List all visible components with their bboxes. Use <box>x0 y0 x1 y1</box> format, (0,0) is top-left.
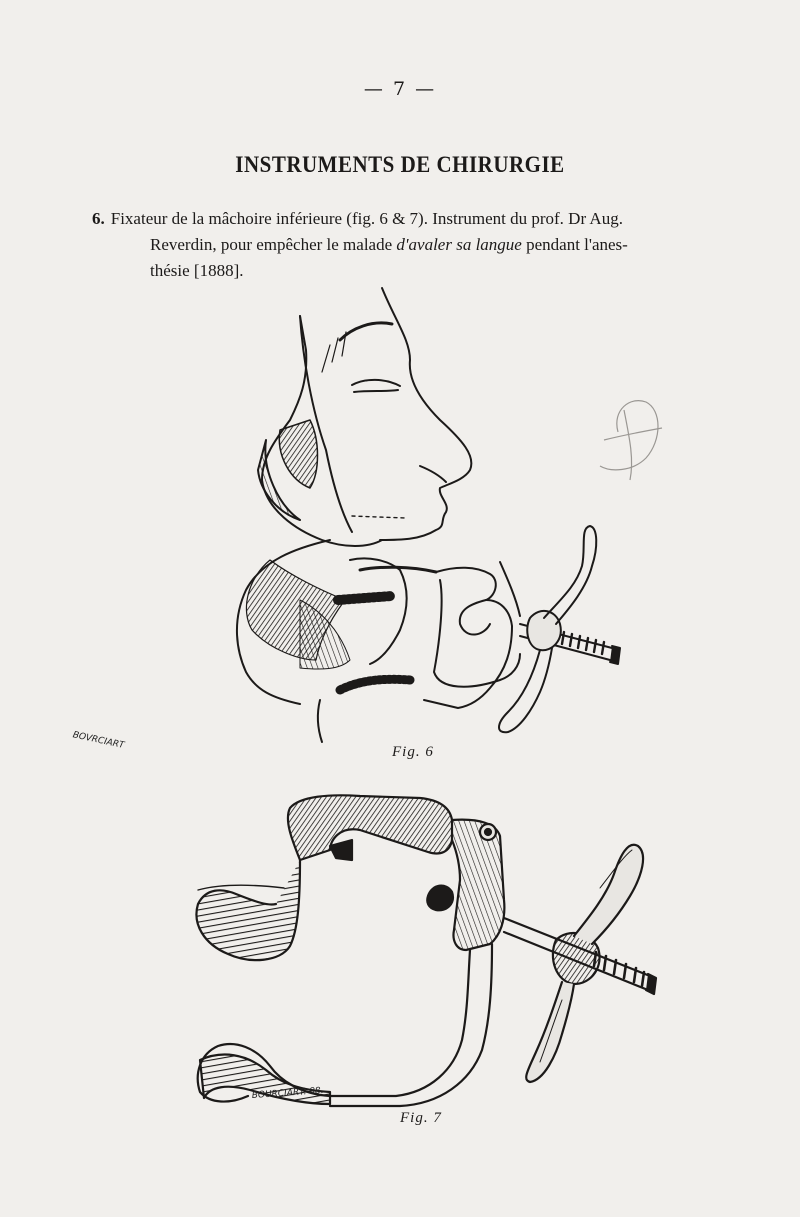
fig6-signature: BOVRCIART <box>71 730 126 751</box>
page-number: — 7 — <box>363 78 437 100</box>
section-title: INSTRUMENTS DE CHIRURGIE <box>235 150 565 178</box>
entry-text-2-italic: d'avaler sa langue <box>396 235 522 254</box>
entry-text-2b: pendant l'anes- <box>521 235 628 254</box>
fig7-illustration <box>196 795 656 1106</box>
fig7-caption: Fig. 7 <box>400 1110 442 1126</box>
fig7-signature: BOURCIART. 88. <box>251 1086 324 1101</box>
entry-line-3: thésie [1888]. <box>150 261 244 280</box>
fig6-illustration <box>237 288 620 742</box>
entry-number: 6. <box>92 209 105 228</box>
pencil-mark <box>600 401 662 480</box>
entry-text-1: Fixateur de la mâchoire inférieure (fig. 6 & 7). Instrument du prof. Dr Aug. <box>110 209 623 228</box>
entry-text-2a: Reverdin, pour empêcher le malade <box>150 235 397 254</box>
fig6-caption: Fig. 6 <box>392 744 434 760</box>
